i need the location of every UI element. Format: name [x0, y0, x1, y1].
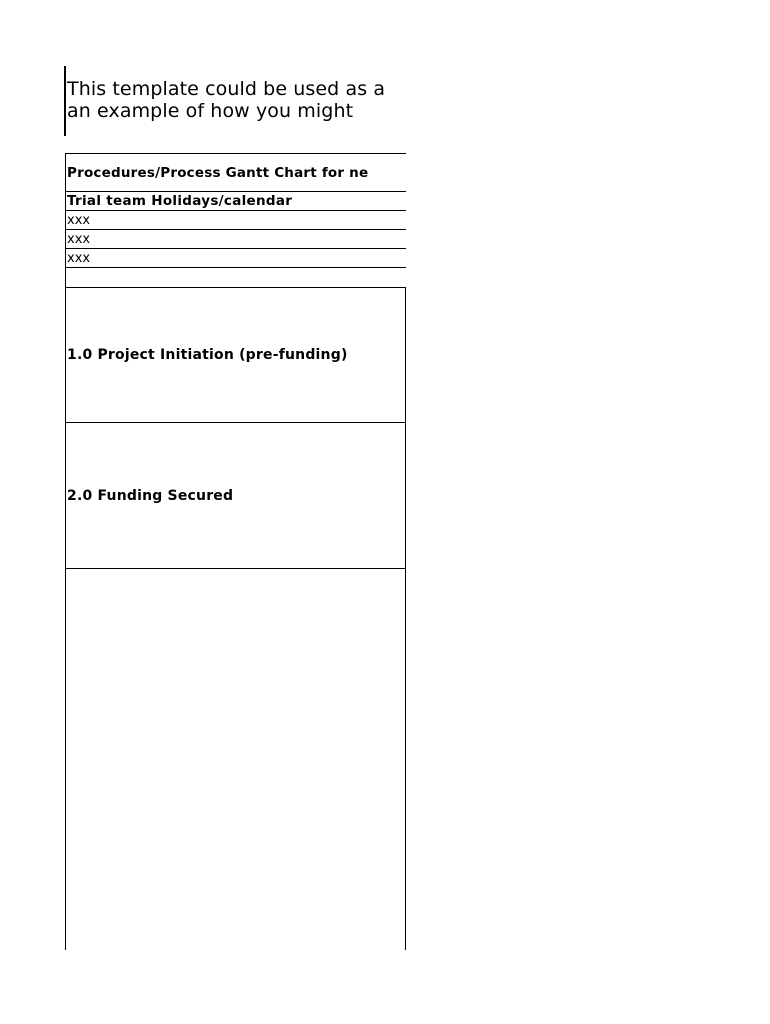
- placeholder-row[interactable]: [66, 210, 406, 230]
- section-empty[interactable]: [66, 568, 406, 950]
- section-label: 2.0 Funding Secured: [67, 487, 234, 504]
- intro-line-1: This template could be used as a: [67, 78, 386, 100]
- intro-line-2: an example of how you might: [67, 100, 354, 122]
- section-funding-secured[interactable]: [66, 422, 406, 569]
- blank-row[interactable]: [66, 267, 406, 288]
- placeholder-row[interactable]: [66, 248, 406, 268]
- section-project-initiation[interactable]: [66, 287, 406, 423]
- gantt-sheet: [65, 153, 406, 950]
- placeholder-cell: xxx: [67, 213, 91, 228]
- sheet-header-row[interactable]: [66, 153, 406, 192]
- calendar-row[interactable]: [66, 191, 406, 211]
- placeholder-row[interactable]: [66, 229, 406, 249]
- intro-text: [66, 66, 411, 122]
- placeholder-cell: xxx: [67, 251, 91, 266]
- section-label: 1.0 Project Initiation (pre-funding): [67, 347, 348, 363]
- placeholder-cell: xxx: [67, 232, 91, 247]
- sheet-header: Procedures/Process Gantt Chart for ne: [67, 165, 369, 181]
- calendar-label: Trial team Holidays/calendar: [67, 193, 293, 209]
- intro-note: [64, 66, 411, 136]
